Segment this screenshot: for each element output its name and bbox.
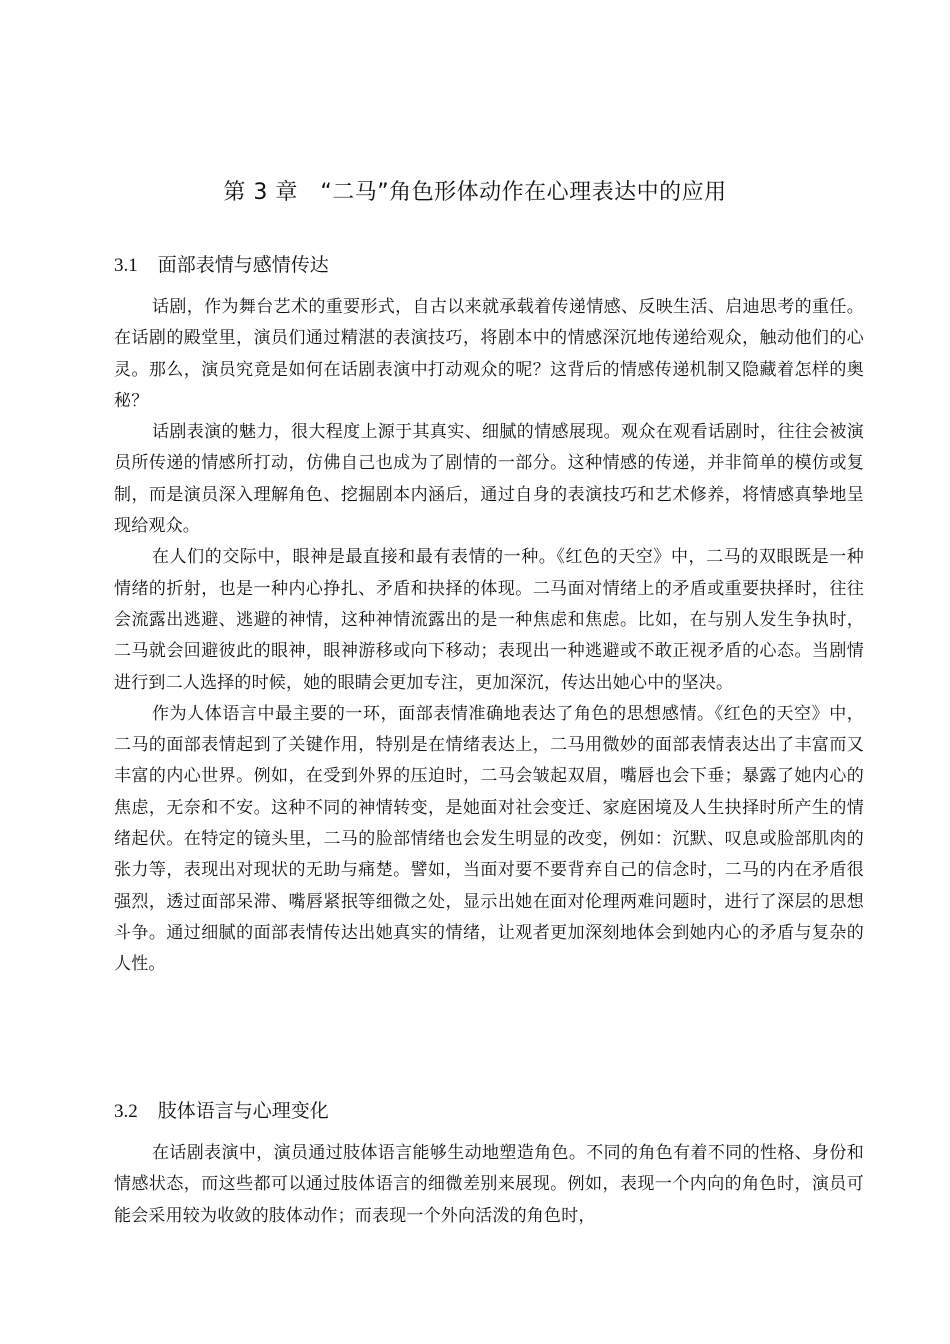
paragraph: 在话剧表演中，演员通过肢体语言能够生动地塑造角色。不同的角色有着不同的性格、身份和情感状态，而这些都可以通过肢体语言的细微差别来展现。例如，表现一个内向的角色时，演员可能会采用较为收敛的肢体动作；而表现一个外向活泼的角色时， — [114, 1143, 864, 1226]
section-body-3-1 — [114, 292, 864, 981]
section-heading-3-2 — [114, 1097, 329, 1126]
section-body-3-2 — [114, 1138, 864, 1232]
paragraph: 在人们的交际中，眼神是最直接和最有表情的一种。《红色的天空》中，二马的双眼既是一种情绪的折射，也是一种内心挣扎、矛盾和抉择的体现。二马面对情绪上的矛盾或重要抉择时，往往会流露出逃避、逃避的神情，这种神情流露出的是一种焦虑和焦虑。比如，在与别人发生争执时，二马就会回避彼此的眼神，眼神游移或向下移动；表现出一种逃避或不敢正视矛盾的心态。当剧情进行到二人选择的时候，她的眼睛会更加专注，更加深沉，传达出她心中的坚决。 — [114, 547, 864, 693]
section-number: 3.2 — [114, 1101, 138, 1122]
paragraph: 作为人体语言中最主要的一环，面部表情准确地表达了角色的思想感情。《红色的天空》中，二马的面部表情起到了关键作用，特别是在情绪表达上，二马用微妙的面部表情表达出了丰富而又丰富的内心世界。例如，在受到外界的压迫时，二马会皱起双眉，嘴唇也会下垂；暴露了她内心的焦虑，无奈和不安。这种不同的神情转变，是她面对社会变迁、家庭困境及人生抉择时所产生的情绪起伏。在特定的镜头里，二马的脸部情绪也会发生明显的改变，例如：沉默、叹息或脸部肌肉的张力等，表现出对现状的无助与痛楚。譬如，当面对要不要背弃自己的信念时，二马的内在矛盾很强烈，透过面部呆滞、嘴唇紧抿等细微之处，显示出她在面对伦理两难问题时，进行了深层的思想斗争。通过细腻的面部表情传达出她真实的情绪，让观者更加深刻地体会到她内心的矛盾与复杂的人性。 — [114, 703, 864, 975]
chapter-title: 第 3 章 “二马”角色形体动作在心理表达中的应用 — [223, 180, 727, 205]
section-title: 面部表情与感情传达 — [157, 254, 329, 276]
section-heading-3-1 — [114, 251, 329, 280]
section-title: 肢体语言与心理变化 — [157, 1100, 329, 1122]
paragraph: 话剧，作为舞台艺术的重要形式，自古以来就承载着传递情感、反映生活、启迪思考的重任。在话剧的殿堂里，演员们通过精湛的表演技巧，将剧本中的情感深沉地传递给观众，触动他们的心灵。那么，演员究竟是如何在话剧表演中打动观众的呢？这背后的情感传递机制又隐藏着怎样的奥秘？ — [114, 297, 864, 411]
section-number: 3.1 — [114, 255, 138, 276]
paragraph: 话剧表演的魅力，很大程度上源于其真实、细腻的情感展现。观众在观看话剧时，往往会被演员所传递的情感所打动，仿佛自己也成为了剧情的一部分。这种情感的传递，并非简单的模仿或复制，而是演员深入理解角色、挖掘剧本内涵后，通过自身的表演技巧和艺术修养，将情感真挚地呈现给观众。 — [114, 422, 864, 537]
